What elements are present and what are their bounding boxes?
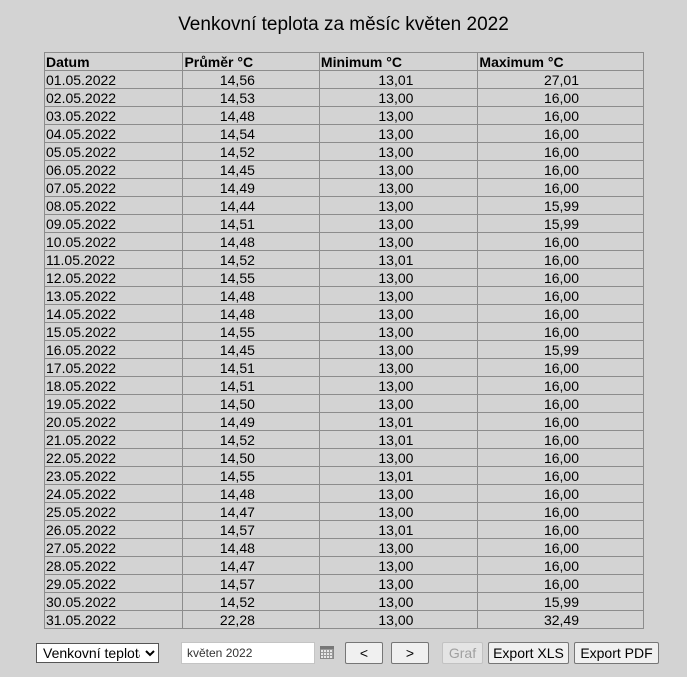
cell-maximum: 16,00 [478, 179, 644, 197]
table-row [45, 449, 644, 467]
table-row [45, 557, 644, 575]
cell-date: 15.05.2022 [45, 323, 183, 341]
cell-date: 16.05.2022 [45, 341, 183, 359]
cell-maximum: 16,00 [478, 449, 644, 467]
cell-date: 06.05.2022 [45, 161, 183, 179]
cell-maximum: 16,00 [478, 413, 644, 431]
table-row [45, 233, 644, 251]
cell-minimum: 13,01 [319, 467, 478, 485]
column-header-date: Datum [45, 53, 183, 71]
cell-average: 14,48 [183, 485, 319, 503]
cell-maximum: 16,00 [478, 359, 644, 377]
cell-average: 22,28 [183, 611, 319, 629]
table-row [45, 251, 644, 269]
cell-minimum: 13,00 [319, 593, 478, 611]
cell-average: 14,50 [183, 449, 319, 467]
cell-maximum: 16,00 [478, 107, 644, 125]
table-row [45, 413, 644, 431]
cell-minimum: 13,00 [319, 359, 478, 377]
table-row [45, 467, 644, 485]
cell-minimum: 13,01 [319, 521, 478, 539]
cell-maximum: 16,00 [478, 287, 644, 305]
cell-maximum: 16,00 [478, 143, 644, 161]
cell-average: 14,44 [183, 197, 319, 215]
cell-maximum: 16,00 [478, 251, 644, 269]
cell-date: 08.05.2022 [45, 197, 183, 215]
cell-date: 07.05.2022 [45, 179, 183, 197]
table-row [45, 215, 644, 233]
cell-average: 14,57 [183, 521, 319, 539]
cell-minimum: 13,00 [319, 323, 478, 341]
cell-minimum: 13,00 [319, 107, 478, 125]
cell-maximum: 16,00 [478, 467, 644, 485]
cell-average: 14,56 [183, 71, 319, 89]
cell-date: 22.05.2022 [45, 449, 183, 467]
table-body [45, 71, 644, 629]
table-row [45, 287, 644, 305]
cell-minimum: 13,00 [319, 503, 478, 521]
cell-date: 02.05.2022 [45, 89, 183, 107]
cell-date: 20.05.2022 [45, 413, 183, 431]
cell-maximum: 16,00 [478, 269, 644, 287]
table-row [45, 143, 644, 161]
cell-average: 14,54 [183, 125, 319, 143]
table-row [45, 71, 644, 89]
cell-maximum: 16,00 [478, 521, 644, 539]
table-row [45, 305, 644, 323]
cell-maximum: 16,00 [478, 557, 644, 575]
cell-date: 30.05.2022 [45, 593, 183, 611]
cell-average: 14,52 [183, 143, 319, 161]
cell-minimum: 13,00 [319, 557, 478, 575]
cell-maximum: 16,00 [478, 539, 644, 557]
cell-average: 14,51 [183, 215, 319, 233]
cell-date: 19.05.2022 [45, 395, 183, 413]
cell-maximum: 16,00 [478, 89, 644, 107]
cell-average: 14,48 [183, 305, 319, 323]
cell-minimum: 13,01 [319, 251, 478, 269]
table-row [45, 341, 644, 359]
cell-date: 26.05.2022 [45, 521, 183, 539]
cell-minimum: 13,00 [319, 287, 478, 305]
controls-bar [0, 642, 687, 666]
cell-maximum: 15,99 [478, 215, 644, 233]
cell-average: 14,53 [183, 89, 319, 107]
table-row [45, 593, 644, 611]
sensor-select[interactable] [36, 643, 159, 663]
cell-average: 14,47 [183, 503, 319, 521]
cell-maximum: 16,00 [478, 575, 644, 593]
cell-average: 14,52 [183, 593, 319, 611]
cell-maximum: 16,00 [478, 323, 644, 341]
cell-maximum: 16,00 [478, 485, 644, 503]
cell-average: 14,52 [183, 431, 319, 449]
cell-average: 14,51 [183, 359, 319, 377]
cell-date: 25.05.2022 [45, 503, 183, 521]
table-row [45, 377, 644, 395]
next-month-button[interactable]: > [391, 642, 429, 664]
cell-date: 28.05.2022 [45, 557, 183, 575]
cell-minimum: 13,00 [319, 485, 478, 503]
cell-average: 14,48 [183, 539, 319, 557]
table-row [45, 323, 644, 341]
cell-minimum: 13,00 [319, 305, 478, 323]
table-row [45, 539, 644, 557]
table-row [45, 575, 644, 593]
table-row [45, 89, 644, 107]
cell-average: 14,49 [183, 413, 319, 431]
cell-date: 09.05.2022 [45, 215, 183, 233]
cell-minimum: 13,01 [319, 413, 478, 431]
cell-date: 31.05.2022 [45, 611, 183, 629]
table-row [45, 107, 644, 125]
table-row [45, 431, 644, 449]
table-header-row [45, 53, 644, 71]
cell-average: 14,45 [183, 341, 319, 359]
cell-date: 01.05.2022 [45, 71, 183, 89]
cell-average: 14,55 [183, 323, 319, 341]
table-row [45, 161, 644, 179]
cell-maximum: 15,99 [478, 197, 644, 215]
cell-maximum: 16,00 [478, 125, 644, 143]
table-row [45, 395, 644, 413]
table-row [45, 521, 644, 539]
cell-average: 14,45 [183, 161, 319, 179]
cell-average: 14,50 [183, 395, 319, 413]
cell-date: 23.05.2022 [45, 467, 183, 485]
export-pdf-button[interactable]: Export PDF [574, 642, 659, 664]
cell-date: 14.05.2022 [45, 305, 183, 323]
column-header-maximum: Maximum °C [478, 53, 644, 71]
graph-button[interactable]: Graf [442, 642, 483, 664]
cell-average: 14,48 [183, 287, 319, 305]
cell-minimum: 13,01 [319, 71, 478, 89]
cell-date: 29.05.2022 [45, 575, 183, 593]
previous-month-button[interactable]: < [345, 642, 383, 664]
cell-minimum: 13,00 [319, 341, 478, 359]
cell-minimum: 13,00 [319, 143, 478, 161]
cell-average: 14,47 [183, 557, 319, 575]
cell-minimum: 13,01 [319, 431, 478, 449]
cell-average: 14,48 [183, 233, 319, 251]
cell-minimum: 13,00 [319, 377, 478, 395]
cell-date: 18.05.2022 [45, 377, 183, 395]
cell-average: 14,55 [183, 467, 319, 485]
cell-average: 14,55 [183, 269, 319, 287]
table-row [45, 503, 644, 521]
table-row [45, 125, 644, 143]
cell-minimum: 13,00 [319, 179, 478, 197]
cell-maximum: 16,00 [478, 305, 644, 323]
calendar-icon[interactable] [320, 646, 334, 659]
cell-date: 17.05.2022 [45, 359, 183, 377]
cell-date: 05.05.2022 [45, 143, 183, 161]
cell-minimum: 13,00 [319, 269, 478, 287]
cell-average: 14,52 [183, 251, 319, 269]
cell-maximum: 16,00 [478, 395, 644, 413]
cell-maximum: 16,00 [478, 233, 644, 251]
cell-date: 13.05.2022 [45, 287, 183, 305]
cell-date: 11.05.2022 [45, 251, 183, 269]
cell-date: 04.05.2022 [45, 125, 183, 143]
cell-minimum: 13,00 [319, 125, 478, 143]
cell-minimum: 13,00 [319, 575, 478, 593]
cell-average: 14,51 [183, 377, 319, 395]
cell-date: 21.05.2022 [45, 431, 183, 449]
export-xls-button[interactable]: Export XLS [488, 642, 569, 664]
cell-date: 03.05.2022 [45, 107, 183, 125]
month-input[interactable] [181, 642, 315, 664]
cell-maximum: 16,00 [478, 377, 644, 395]
cell-date: 24.05.2022 [45, 485, 183, 503]
table-row [45, 269, 644, 287]
table-row [45, 485, 644, 503]
cell-maximum: 32,49 [478, 611, 644, 629]
cell-average: 14,57 [183, 575, 319, 593]
cell-maximum: 27,01 [478, 71, 644, 89]
column-header-minimum: Minimum °C [319, 53, 478, 71]
cell-maximum: 16,00 [478, 503, 644, 521]
column-header-average: Průměr °C [183, 53, 319, 71]
cell-minimum: 13,00 [319, 89, 478, 107]
table-row [45, 179, 644, 197]
table-row [45, 197, 644, 215]
page-title: Venkovní teplota za měsíc květen 2022 [178, 14, 509, 35]
cell-minimum: 13,00 [319, 611, 478, 629]
cell-date: 10.05.2022 [45, 233, 183, 251]
cell-maximum: 16,00 [478, 431, 644, 449]
cell-average: 14,49 [183, 179, 319, 197]
cell-minimum: 13,00 [319, 395, 478, 413]
cell-maximum: 16,00 [478, 161, 644, 179]
cell-date: 12.05.2022 [45, 269, 183, 287]
cell-minimum: 13,00 [319, 233, 478, 251]
cell-minimum: 13,00 [319, 539, 478, 557]
cell-minimum: 13,00 [319, 449, 478, 467]
temperature-table [44, 52, 644, 629]
cell-average: 14,48 [183, 107, 319, 125]
table-row [45, 359, 644, 377]
cell-minimum: 13,00 [319, 197, 478, 215]
cell-minimum: 13,00 [319, 215, 478, 233]
cell-minimum: 13,00 [319, 161, 478, 179]
cell-maximum: 15,99 [478, 341, 644, 359]
cell-maximum: 15,99 [478, 593, 644, 611]
table-row [45, 611, 644, 629]
cell-date: 27.05.2022 [45, 539, 183, 557]
